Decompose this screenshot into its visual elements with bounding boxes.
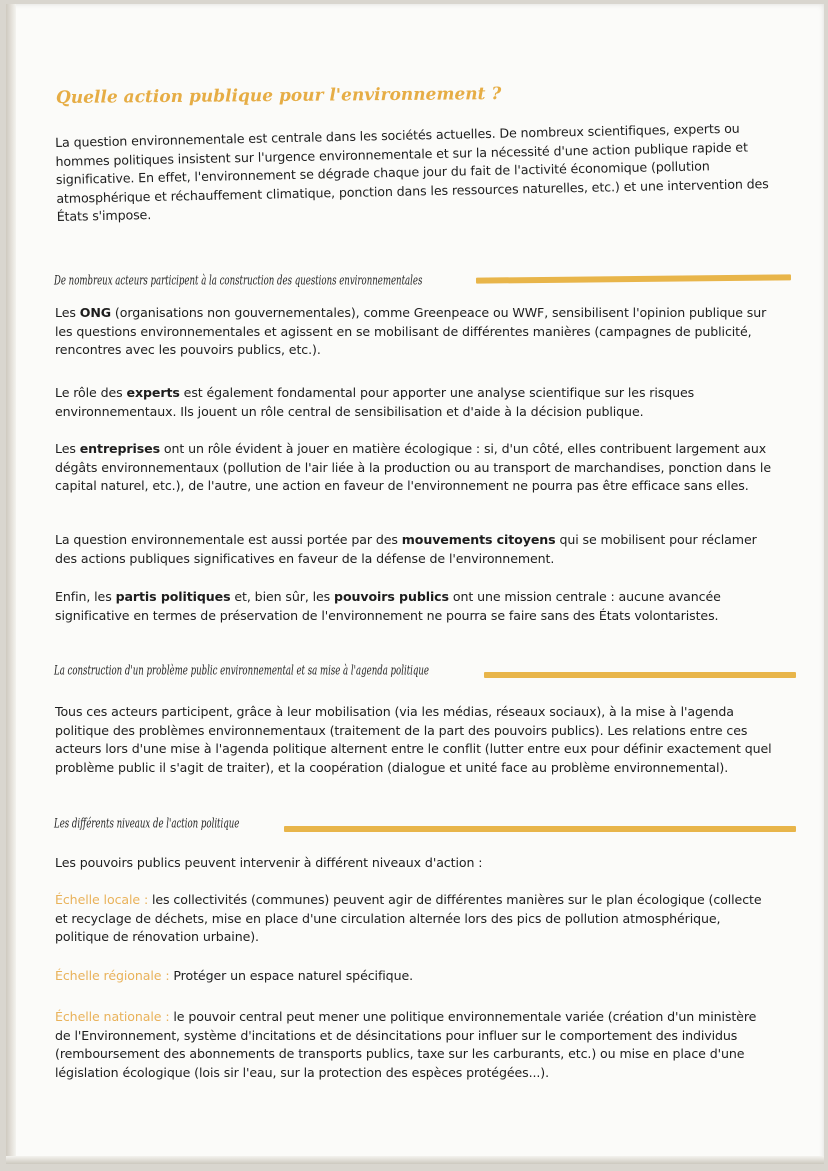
bold-term: entreprises bbox=[79, 441, 160, 456]
text-run: ont une mission centrale : aucune avancée significative en termes de préservation de l'environnement ne pourra se faire sans des États volontaristes. bbox=[55, 589, 721, 623]
section-heading-actors: De nombreux acteurs participent à la construction des questions environnementales bbox=[54, 273, 423, 288]
text-run: Enfin, les bbox=[55, 589, 116, 604]
paragraph-ong bbox=[55, 304, 775, 360]
paragraph-mouvements bbox=[55, 531, 775, 568]
bold-term: pouvoirs publics bbox=[334, 589, 449, 604]
bold-term: experts bbox=[126, 385, 180, 400]
heading-underline-bar bbox=[284, 826, 796, 832]
text-run: Les pouvoirs publics peuvent intervenir à différent niveaux d'action : bbox=[55, 855, 483, 870]
text-run: ont un rôle évident à jouer en matière écologique : si, d'un côté, elles contribuent largement aux dégâts environnementaux (pollution de l'air liée à la production ou au transport de marchandises, ponction dans le capital naturel, etc.), de l'autre, une action en faveur de l'environnement ne pourra pas être efficace sans elles. bbox=[55, 441, 771, 493]
text-run: est également fondamental pour apporter une analyse scientifique sur les risques environnementaux. Ils jouent un rôle central de sensibilisation et d'aide à la décision publique. bbox=[55, 385, 695, 419]
text-run: La question environnementale est centrale dans les sociétés actuelles. De nombreux scientifiques, experts ou hommes politiques insistent sur l'urgence environnementale et sur la nécessité d'une action publique rapide et significative. En effet, l'environnement se dégrade chaque jour du fait de l'activité économique (pollution atmosphérique et réchauffement climatique, ponction dans les ressources naturelles, etc.) et une intervention des États s'impose. bbox=[55, 120, 769, 224]
paragraph-regional bbox=[55, 967, 775, 986]
paragraph-experts bbox=[55, 384, 775, 421]
paragraph-entreprises bbox=[55, 440, 775, 496]
scale-label: Échelle nationale : bbox=[55, 1009, 170, 1024]
paragraph-local bbox=[55, 891, 775, 947]
text-run: Tous ces acteurs participent, grâce à leur mobilisation (via les médias, réseaux sociaux), à la mise à l'agenda politique des problèmes environnementaux (traitement de la part des pouvoirs publics). Les relations entre ces acteurs lors d'une mise à l'agenda politique alternent entre le conflit (lutter entre eux pour définir exactement quel problème public il s'agit de traiter), et la coopération (dialogue et unité face au problème environnemental). bbox=[55, 704, 772, 775]
text-run: Le rôle des bbox=[55, 385, 127, 400]
bold-term: mouvements citoyens bbox=[401, 532, 556, 547]
text-run: Les bbox=[55, 305, 80, 320]
document-page bbox=[6, 4, 824, 1164]
page-title: Quelle action publique pour l'environnement ? bbox=[55, 84, 502, 108]
text-run: les collectivités (communes) peuvent agir de différentes manières sur le plan écologique (collecte et recyclage de déchets, mise en place d'une circulation alternée lors des pics de pollution atmosphérique, politique de rénovation urbaine). bbox=[55, 892, 762, 944]
section-heading-levels: Les différents niveaux de l'action politique bbox=[54, 816, 240, 831]
text-run: le pouvoir central peut mener une politique environnementale variée (création d'un ministère de l'Environnement, système d'incitations et de désincitations pour influer sur le comportement des individus (remboursement des abonnements de transports publics, taxe sur les carburants, etc.) ou mise en place d'une législation écologique (lois sir l'eau, sur la protection des espèces protégées...). bbox=[55, 1009, 757, 1080]
intro-paragraph bbox=[55, 119, 777, 227]
bold-term: partis politiques bbox=[115, 589, 231, 604]
paragraph-levels-intro bbox=[55, 854, 775, 873]
bold-term: ONG bbox=[79, 305, 112, 320]
text-run: Protéger un espace naturel spécifique. bbox=[169, 968, 414, 983]
text-run: Les bbox=[55, 441, 80, 456]
paragraph-partis bbox=[55, 588, 775, 625]
paragraph-national bbox=[55, 1008, 775, 1082]
text-run: et, bien sûr, les bbox=[230, 589, 335, 604]
text-run: (organisations non gouvernementales), comme Greenpeace ou WWF, sensibilisent l'opinion publique sur les questions environnementales et agissent en se mobilisant de différentes manières (campagnes de publicité, rencontres avec les pouvoirs publics, etc.). bbox=[55, 305, 767, 357]
scale-label: Échelle locale : bbox=[55, 892, 149, 907]
paragraph-agenda bbox=[55, 703, 775, 777]
text-run: qui se mobilisent pour réclamer des actions publiques significatives en faveur de la défense de l'environnement. bbox=[55, 532, 757, 566]
scale-label: Échelle régionale : bbox=[55, 968, 170, 983]
section-heading-agenda: La construction d'un problème public environnemental et sa mise à l'agenda politique bbox=[54, 663, 429, 678]
heading-underline-bar bbox=[484, 672, 796, 678]
text-run: La question environnementale est aussi portée par des bbox=[55, 532, 402, 547]
heading-underline-bar bbox=[476, 274, 791, 283]
